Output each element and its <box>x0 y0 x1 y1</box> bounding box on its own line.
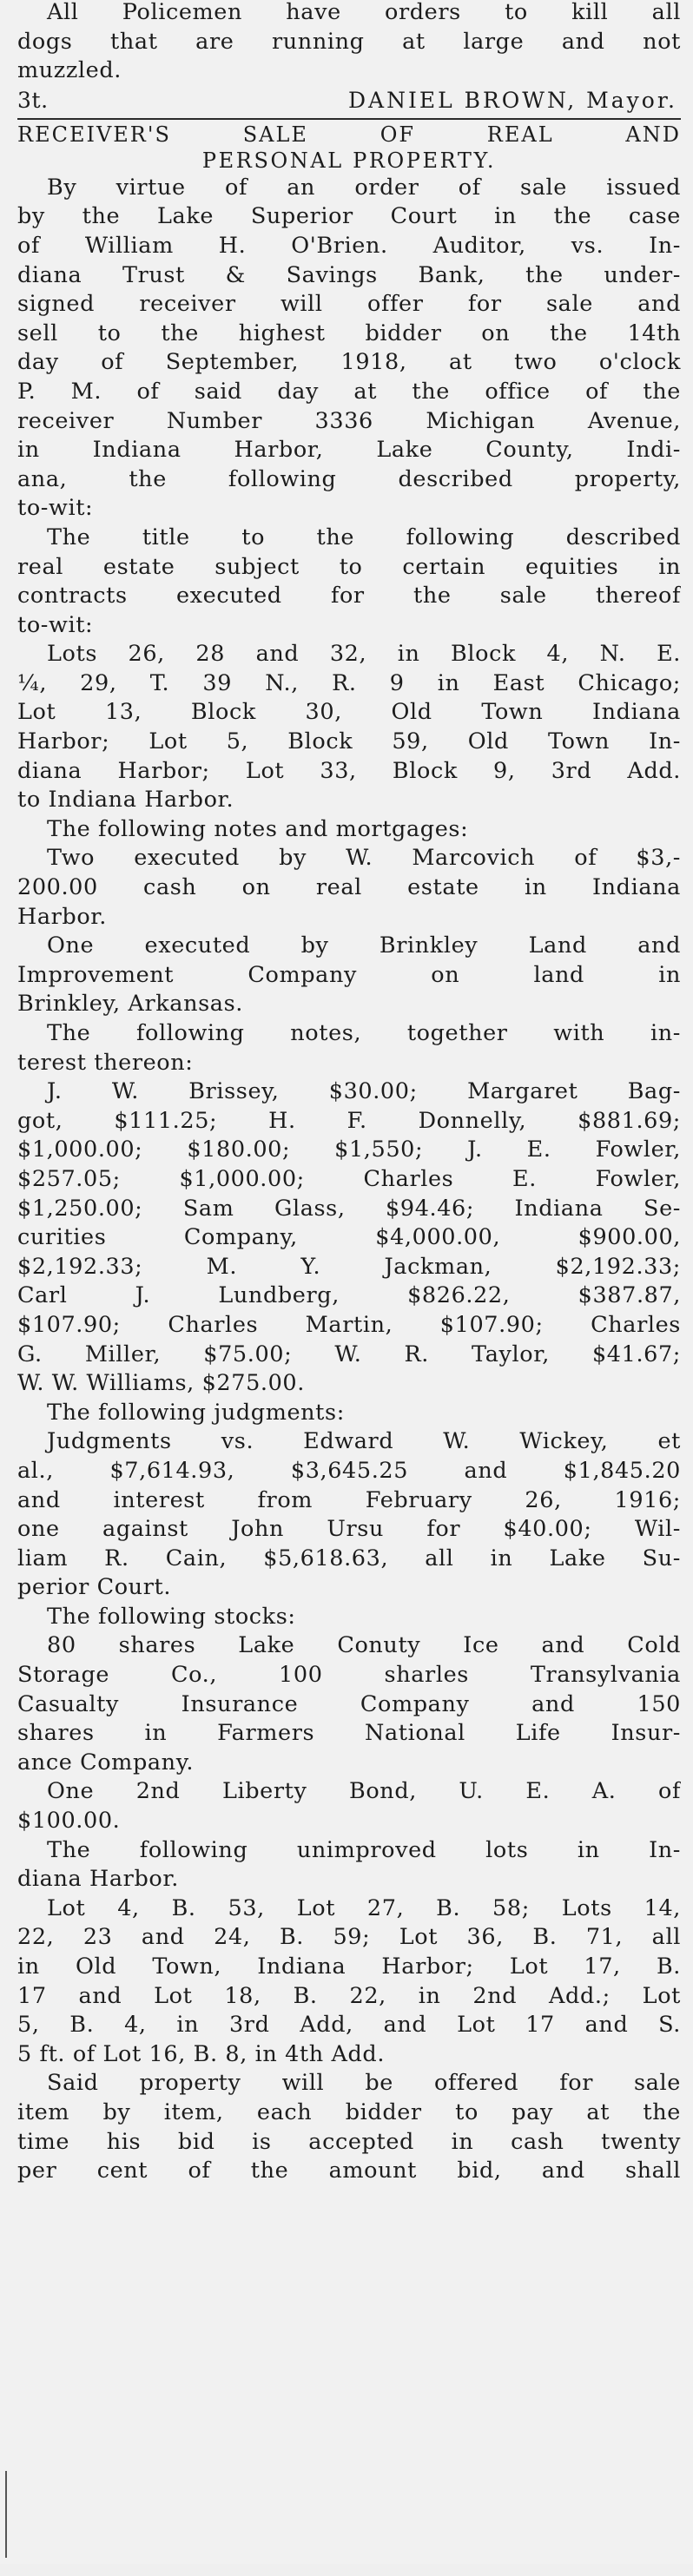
article-line: shares in Farmers National Life Insur- <box>17 1720 681 1747</box>
article-line: Judgments vs. Edward W. Wickey, et <box>47 1428 681 1455</box>
article-line: The following unimproved lots in In- <box>47 1836 681 1863</box>
article-line: one against John Ursu for $40.00; Wil- <box>17 1516 681 1543</box>
article-line: One executed by Brinkley Land and <box>47 932 681 959</box>
article-line: J. W. Brissey, $30.00; Margaret Bag- <box>47 1078 681 1105</box>
article-line: per cent of the amount bid, and shall <box>17 2158 681 2184</box>
article-line: Lot 13, Block 30, Old Town Indiana <box>17 699 681 726</box>
article-line: in Indiana Harbor, Lake County, Indi- <box>17 437 681 464</box>
notice-line: muzzled. <box>17 57 122 84</box>
article-line: The title to the following described <box>47 524 681 550</box>
article-line: P. M. of said day at the office of the <box>17 378 681 405</box>
article-line: $107.90; Charles Martin, $107.90; Charles <box>17 1311 681 1338</box>
article-line: Said property will be offered for sale <box>47 2070 681 2097</box>
article-line: time his bid is accepted in cash twenty <box>17 2128 681 2155</box>
article-line: got, $111.25; H. F. Donnelly, $881.69; <box>17 1107 681 1134</box>
article-body <box>17 174 681 2186</box>
insertion-mark: 3t. <box>17 87 49 113</box>
notice-signature-row <box>17 86 681 115</box>
article-line: ance Company. <box>17 1749 195 1776</box>
article-line: contracts executed for the sale thereof <box>17 583 681 609</box>
notice-line: dogs that are running at large and not <box>17 28 681 55</box>
article-line: 5 ft. of Lot 16, B. 8, in 4th Add. <box>17 2040 386 2067</box>
notice-dogs <box>17 0 681 115</box>
article-line: G. Miller, $75.00; W. R. Taylor, $41.67; <box>17 1341 681 1367</box>
article-line: terest thereon: <box>17 1049 194 1076</box>
article-line: signed receiver will offer for sale and <box>17 291 681 318</box>
article-line: curities Company, $4,000.00, $900.00, <box>17 1224 681 1251</box>
article-line: The following stocks: <box>47 1603 296 1630</box>
article-line: By virtue of an order of sale issued <box>47 174 681 201</box>
article-line: 22, 23 and 24, B. 59; Lot 36, B. 71, all <box>17 1924 681 1951</box>
article-line: $100.00. <box>17 1808 121 1835</box>
article-line: The following notes and mortgages: <box>47 815 469 842</box>
article-line: receiver Number 3336 Michigan Avenue, <box>17 407 681 434</box>
headline-line: RECEIVER'S SALE OF REAL AND <box>17 122 681 147</box>
article-line: Brinkley, Arkansas. <box>17 991 243 1018</box>
article-line: Two executed by W. Marcovich of $3,- <box>47 845 681 872</box>
article-line: Lots 26, 28 and 32, in Block 4, N. E. <box>47 641 681 668</box>
article-line: of William H. O'Brien. Auditor, vs. In- <box>17 232 681 259</box>
article-line: ¼, 29, T. 39 N., R. 9 in East Chicago; <box>17 669 681 696</box>
article-line: diana Harbor. <box>17 1866 180 1893</box>
column-divider <box>17 118 681 120</box>
article-line: One 2nd Liberty Bond, U. E. A. of <box>47 1778 681 1805</box>
article-line: Lot 4, B. 53, Lot 27, B. 58; Lots 14, <box>47 1894 681 1921</box>
article-line: al., $7,614.93, $3,645.25 and $1,845.20 <box>17 1457 681 1484</box>
article-line: The following judgments: <box>47 1399 345 1426</box>
article-line: 17 and Lot 18, B. 22, in 2nd Add.; Lot <box>17 1982 681 2009</box>
article-line: 200.00 cash on real estate in Indiana <box>17 874 681 901</box>
article-line: to Indiana Harbor. <box>17 787 234 814</box>
margin-mark <box>5 2471 7 2558</box>
article-line: to-wit: <box>17 495 94 522</box>
article-line: diana Trust & Savings Bank, the under- <box>17 261 681 288</box>
article-line: Improvement Company on land in <box>17 961 681 988</box>
article-line: sell to the highest bidder on the 14th <box>17 320 681 346</box>
article-line: W. W. Williams, $275.00. <box>17 1370 305 1397</box>
article-line: and interest from February 26, 1916; <box>17 1486 681 1513</box>
article-line: real estate subject to certain equities in <box>17 553 681 580</box>
article-line: 5, B. 4, in 3rd Add, and Lot 17 and S. <box>17 2012 681 2039</box>
mayor-signature: DANIEL BROWN, Mayor. <box>347 87 677 113</box>
article-line: The following notes, together with in- <box>47 1020 681 1046</box>
article-line: $1,000.00; $180.00; $1,550; J. E. Fowler, <box>17 1136 681 1163</box>
article-line: day of September, 1918, at two o'clock <box>17 349 681 376</box>
article-line: ana, the following described property, <box>17 465 681 492</box>
article-line: perior Court. <box>17 1574 172 1601</box>
article-line: diana Harbor; Lot 33, Block 9, 3rd Add. <box>17 757 681 784</box>
article-line: by the Lake Superior Court in the case <box>17 203 681 230</box>
article-line: $2,192.33; M. Y. Jackman, $2,192.33; <box>17 1253 681 1280</box>
notice-line: All Policemen have orders to kill all <box>47 0 681 25</box>
article-line: Storage Co., 100 sharles Transylvania <box>17 1662 681 1689</box>
article-line: Harbor; Lot 5, Block 59, Old Town In- <box>17 728 681 755</box>
article-line: $1,250.00; Sam Glass, $94.46; Indiana Se- <box>17 1195 681 1222</box>
article-line: liam R. Cain, $5,618.63, all in Lake Su- <box>17 1545 681 1571</box>
article-line: in Old Town, Indiana Harbor; Lot 17, B. <box>17 1953 681 1980</box>
headline-line: PERSONAL PROPERTY. <box>201 148 497 173</box>
article-line: Harbor. <box>17 903 107 930</box>
article-line: to-wit: <box>17 611 94 638</box>
article-line: $257.05; $1,000.00; Charles E. Fowler, <box>17 1165 681 1192</box>
article-line: Casualty Insurance Company and 150 <box>17 1690 681 1717</box>
article-line: 80 shares Lake Conuty Ice and Cold <box>47 1632 681 1659</box>
article-line: item by item, each bidder to pay at the <box>17 2098 681 2125</box>
receivers-sale-article <box>17 122 681 2186</box>
article-line: Carl J. Lundberg, $826.22, $387.87, <box>17 1282 681 1309</box>
